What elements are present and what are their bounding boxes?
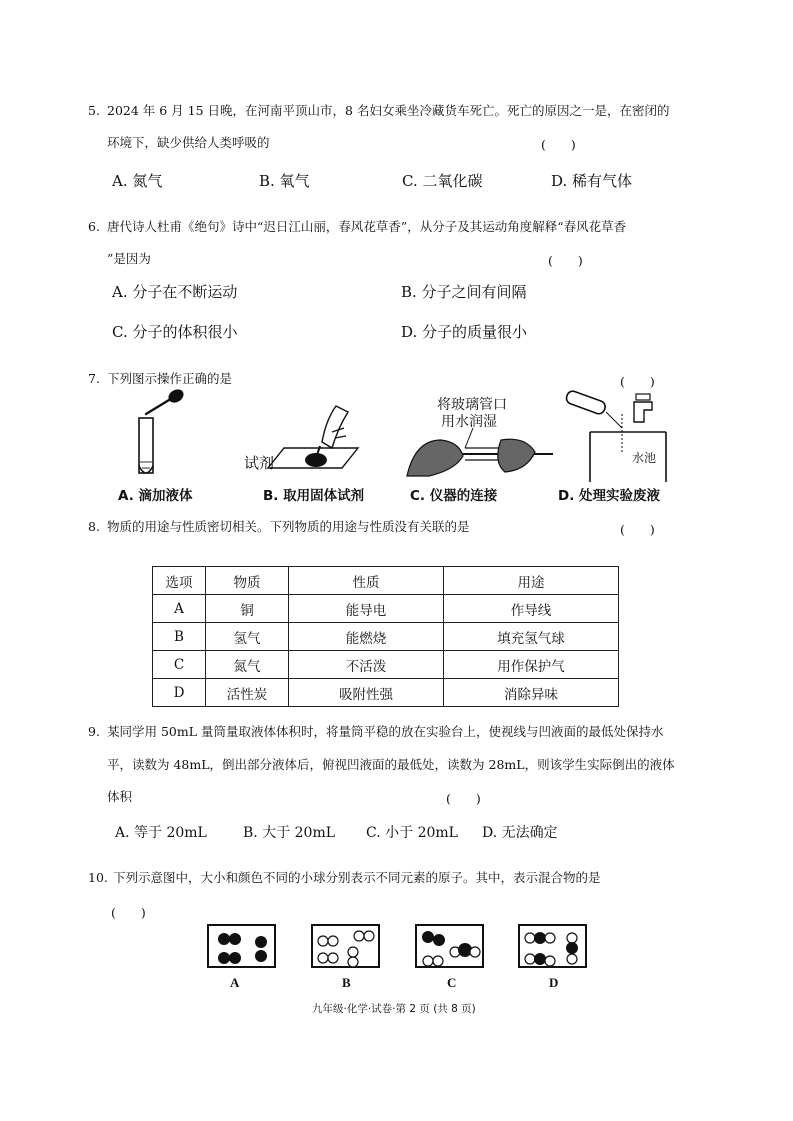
reagent-label: 试剂: [244, 454, 275, 472]
table-header-row: [153, 567, 619, 595]
dropper-test-tube-illustration: [125, 388, 195, 482]
header-property: 性质: [289, 567, 444, 595]
molecule-diagram-a: [207, 924, 276, 968]
table-cell: 能导电: [289, 595, 444, 623]
q5-option-d: D. 稀有气体: [551, 172, 633, 190]
table-cell: 吸附性强: [289, 679, 444, 707]
header-substance: 物质: [206, 567, 289, 595]
molecule-caption-b: B: [342, 975, 351, 990]
table-cell: D: [153, 679, 206, 707]
header-use: 用途: [444, 567, 619, 595]
q7-caption-a: A. 滴加液体: [118, 488, 193, 504]
q10-answer-bracket: ( ): [111, 905, 146, 920]
sink-label: 水池: [632, 451, 657, 465]
q10-number: 10.: [88, 870, 108, 885]
table-cell: 氢气: [206, 623, 289, 651]
q7-stem: 下列图示操作正确的是: [107, 371, 233, 386]
table-row: [153, 651, 619, 679]
molecule-caption-c: C: [447, 975, 457, 990]
q9-number: 9.: [88, 724, 100, 739]
table-row: [153, 623, 619, 651]
table-cell: A: [153, 595, 206, 623]
q6-stem-line1: 唐代诗人杜甫《绝句》诗中“迟日江山丽，春风花草香”，从分子及其运动角度解释“春风花草香: [107, 219, 627, 234]
q9-option-d: D. 无法确定: [482, 825, 558, 841]
q9-option-a: A. 等于 20mL: [115, 825, 207, 841]
table-cell: 作导线: [444, 595, 619, 623]
table-cell: 能燃烧: [289, 623, 444, 651]
q6-option-c: C. 分子的体积很小: [112, 323, 238, 341]
q9-option-b: B. 大于 20mL: [243, 825, 336, 841]
q7-number: 7.: [88, 371, 100, 386]
q5-option-a: A. 氮气: [112, 172, 163, 190]
q9-stem-line1: 某同学用 50mL 量筒量取液体体积时，将量筒平稳的放在实验台上，使视线与凹液面的最低处保持水: [107, 724, 664, 739]
q5-number: 5.: [88, 103, 100, 118]
q5-option-b: B. 氧气: [259, 172, 310, 190]
q5-answer-bracket: ( ): [541, 137, 576, 152]
instrument-connection-illustration: [405, 426, 555, 482]
page-footer: 九年级·化学·试卷·第 2 页 (共 8 页): [312, 1003, 476, 1015]
table-cell: 消除异味: [444, 679, 619, 707]
q9-answer-bracket: ( ): [446, 791, 481, 806]
waste-disposal-illustration: [560, 388, 670, 484]
q7-caption-d: D. 处理实验废液: [558, 488, 661, 504]
q10-stem: 下列示意图中，大小和颜色不同的小球分别表示不同元素的原子。其中，表示混合物的是: [113, 870, 601, 885]
property-use-table: [152, 566, 619, 707]
molecule-caption-d: D: [549, 975, 559, 990]
table-row: [153, 595, 619, 623]
glass-tube-label-line2: 用水润湿: [441, 414, 497, 430]
molecule-diagram-d: [518, 924, 587, 968]
table-cell: 用作保护气: [444, 651, 619, 679]
table-cell: 氮气: [206, 651, 289, 679]
table-cell: 铜: [206, 595, 289, 623]
table-cell: 不活泼: [289, 651, 444, 679]
table-row: [153, 679, 619, 707]
molecule-diagram-b: [311, 924, 380, 968]
q5-stem-line2: 环境下，缺少供给人类呼吸的: [107, 135, 270, 150]
q6-option-b: B. 分子之间有间隔: [401, 283, 527, 301]
q5-option-c: C. 二氧化碳: [402, 172, 483, 190]
table-cell: C: [153, 651, 206, 679]
q8-number: 8.: [88, 519, 100, 534]
glass-tube-label-line1: 将玻璃管口: [437, 397, 507, 413]
q8-stem: 物质的用途与性质密切相关。下列物质的用途与性质没有关联的是: [107, 519, 470, 534]
table-cell: 活性炭: [206, 679, 289, 707]
q6-number: 6.: [88, 219, 100, 234]
q9-option-c: C. 小于 20mL: [366, 825, 458, 841]
q6-option-a: A. 分子在不断运动: [112, 283, 238, 301]
q5-stem-line1: 2024 年 6 月 15 日晚，在河南平顶山市，8 名妇女乘坐冷藏货车死亡。死亡的原因之一是，在密闭的: [107, 103, 670, 118]
molecule-caption-a: A: [230, 975, 240, 990]
table-cell: B: [153, 623, 206, 651]
q9-stem-line3: 体积: [107, 789, 133, 804]
q6-answer-bracket: ( ): [548, 253, 583, 268]
q9-stem-line2: 平，读数为 48mL，倒出部分液体后，俯视凹液面的最低处，读数为 28mL，则该学生实际倒出的液体: [107, 757, 675, 772]
q6-option-d: D. 分子的质量很小: [401, 323, 528, 341]
q8-answer-bracket: ( ): [620, 522, 655, 537]
q7-caption-c: C. 仪器的连接: [410, 488, 498, 504]
q7-answer-bracket: ( ): [620, 374, 655, 389]
header-option: 选项: [153, 567, 206, 595]
q7-caption-b: B. 取用固体试剂: [263, 488, 365, 504]
molecule-diagram-c: [415, 924, 484, 968]
table-cell: 填充氢气球: [444, 623, 619, 651]
q6-stem-line2: ”是因为: [107, 251, 151, 266]
